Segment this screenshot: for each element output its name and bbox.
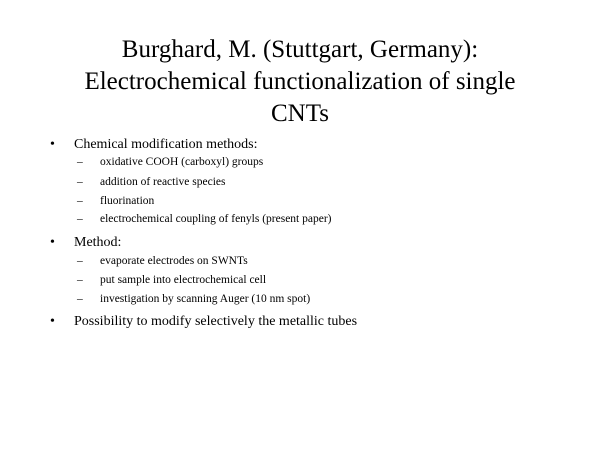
bullet-possibility-to-modify bbox=[50, 313, 357, 331]
sub-bullet-text: fluorination bbox=[100, 195, 155, 207]
bullet-glyph: • bbox=[50, 137, 55, 152]
sub-bullet-text: evaporate electrodes on SWNTs bbox=[100, 255, 248, 267]
dash-glyph: – bbox=[77, 156, 83, 168]
sub-bullet-text: oxidative COOH (carboxyl) groups bbox=[100, 156, 264, 168]
bullet-glyph: • bbox=[50, 235, 55, 250]
bullet-text: Chemical modification methods: bbox=[74, 137, 258, 152]
dash-glyph: – bbox=[77, 176, 83, 188]
sub-bullet-item bbox=[77, 175, 226, 190]
sub-bullet-item bbox=[77, 273, 266, 288]
bullet-method bbox=[50, 234, 121, 252]
dash-glyph: – bbox=[77, 195, 83, 207]
dash-glyph: – bbox=[77, 274, 83, 286]
bullet-glyph: • bbox=[50, 314, 55, 329]
dash-glyph: – bbox=[77, 213, 83, 225]
sub-bullet-item bbox=[77, 155, 263, 170]
sub-bullet-text: electrochemical coupling of fenyls (present paper) bbox=[100, 213, 332, 225]
slide-title-line-3: CNTs bbox=[271, 100, 329, 127]
bullet-text: Method: bbox=[74, 235, 122, 250]
bullet-chemical-modification-methods bbox=[50, 136, 258, 154]
sub-bullet-text: investigation by scanning Auger (10 nm spot) bbox=[100, 293, 311, 305]
sub-bullet-text: addition of reactive species bbox=[100, 176, 226, 188]
sub-bullet-item bbox=[77, 254, 248, 269]
sub-bullet-item bbox=[77, 194, 154, 209]
bullet-text: Possibility to modify selectively the metallic tubes bbox=[74, 314, 358, 329]
sub-bullet-text: put sample into electrochemical cell bbox=[100, 274, 267, 286]
dash-glyph: – bbox=[77, 293, 83, 305]
sub-bullet-item bbox=[77, 292, 310, 307]
slide-title-line-2: Electrochemical functionalization of single bbox=[84, 68, 516, 95]
sub-bullet-item bbox=[77, 212, 332, 227]
dash-glyph: – bbox=[77, 255, 83, 267]
slide-title-line-1: Burghard, M. (Stuttgart, Germany): bbox=[121, 36, 479, 63]
